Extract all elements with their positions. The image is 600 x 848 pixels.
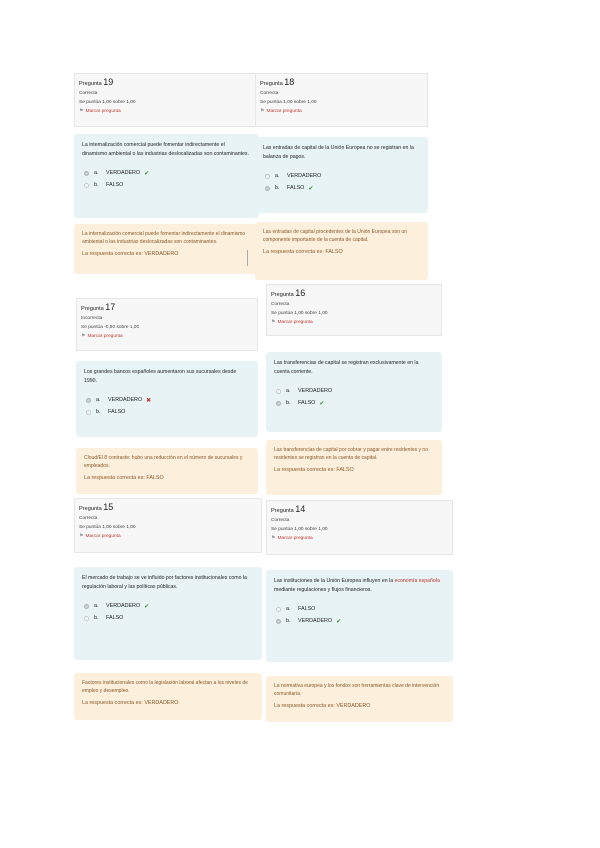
- flag-icon: ⚑: [271, 535, 276, 541]
- question-text: La internalización comercial puede fomentar indirectamente el dinamismo ambiental o las industrias deslocalizadas son contaminantes.: [82, 142, 249, 157]
- question-status: Incorrecta: [81, 316, 103, 321]
- question-title: Pregunta 17: [81, 302, 116, 312]
- option-a[interactable]: a. VERDADERO: [274, 385, 434, 397]
- question-title: Pregunta 18: [260, 77, 295, 87]
- scrollbar[interactable]: [247, 250, 248, 266]
- option-a[interactable]: a. FALSO: [274, 603, 445, 615]
- question-body: [74, 567, 262, 660]
- radio-button[interactable]: [265, 174, 270, 179]
- options-list: [274, 603, 445, 627]
- question-status: Correcta: [79, 516, 98, 521]
- question-body: [76, 361, 258, 437]
- question-text: El mercado de trabajo se ve influido por factores institucionales como la regulación laboral y las políticas públicas.: [82, 575, 247, 590]
- options-list: [274, 385, 434, 409]
- question-title: Pregunta 14: [271, 504, 306, 514]
- question-title: Pregunta 19: [79, 77, 114, 87]
- correct-answer: La respuesta correcta es: FALSO: [274, 467, 354, 474]
- cross-icon: ✖: [146, 397, 152, 404]
- feedback-box: [74, 224, 259, 274]
- feedback-box: [266, 440, 442, 495]
- option-b[interactable]: b. FALSO ✔: [274, 397, 434, 409]
- option-b[interactable]: b. FALSO ✔: [263, 182, 420, 194]
- question-16: [266, 284, 442, 495]
- radio-button[interactable]: [86, 398, 91, 403]
- flag-icon: ⚑: [79, 533, 84, 539]
- question-text: Los grandes bancos españoles aumentaron sus sucursales desde 1990.: [84, 369, 237, 384]
- correct-answer: La respuesta correcta es: VERDADERO: [274, 703, 371, 710]
- option-b[interactable]: b. VERDADERO ✔: [274, 615, 445, 627]
- question-19: [74, 73, 259, 274]
- options-list: [82, 600, 254, 624]
- question-info: [74, 498, 262, 553]
- question-body: [255, 137, 428, 213]
- question-info: [74, 73, 259, 127]
- flag-question-link[interactable]: ⚑ Marcar pregunta: [271, 535, 313, 541]
- option-b[interactable]: b. FALSO: [82, 179, 251, 191]
- question-info: [76, 298, 258, 351]
- question-status: Correcta: [79, 91, 98, 96]
- question-status: Correcta: [271, 518, 290, 523]
- option-a[interactable]: a. VERDADERO: [263, 170, 420, 182]
- question-score: Se puntúa 1,00 sobre 1,00: [79, 100, 136, 105]
- question-15: [74, 498, 262, 720]
- radio-button[interactable]: [276, 401, 281, 406]
- check-icon: ✔: [308, 185, 314, 192]
- correct-answer: La respuesta correcta es: VERDADERO: [82, 251, 179, 258]
- question-status: Correcta: [260, 91, 279, 96]
- flag-icon: ⚑: [81, 333, 86, 339]
- question-text: Las transferencias de capital se registran exclusivamente en la cuenta corriente.: [274, 360, 419, 375]
- question-score: Se puntúa 1,00 sobre 1,00: [79, 525, 136, 530]
- correct-answer: La respuesta correcta es: FALSO: [84, 475, 164, 482]
- option-b[interactable]: b. FALSO: [82, 612, 254, 624]
- highlighted-text: economía española: [394, 578, 440, 584]
- radio-button[interactable]: [84, 616, 89, 621]
- radio-button[interactable]: [276, 607, 281, 612]
- check-icon: ✔: [144, 170, 150, 177]
- option-a[interactable]: a. VERDADERO ✔: [82, 600, 254, 612]
- radio-button[interactable]: [84, 171, 89, 176]
- radio-button[interactable]: [265, 186, 270, 191]
- flag-question-link[interactable]: ⚑ Marcar pregunta: [271, 319, 313, 325]
- question-score: Se puntúa 1,00 sobre 1,00: [260, 100, 317, 105]
- feedback-box: [74, 673, 262, 720]
- radio-button[interactable]: [86, 410, 91, 415]
- feedback-text: Factores institucionales como la legislación laboral afectan a los niveles de empleo y desempleo.: [82, 680, 248, 695]
- question-body: [74, 134, 259, 218]
- flag-icon: ⚑: [271, 319, 276, 325]
- option-a[interactable]: a. VERDADERO ✔: [82, 167, 251, 179]
- question-info: [266, 284, 442, 336]
- question-text: Las entradas de capital de la Unión Europea no se registran en la balanza de pagos.: [263, 145, 414, 160]
- check-icon: ✔: [319, 400, 325, 407]
- question-text: Las instituciones de la Unión Europea influyen en la economía española mediante regulaciones y flujos financieros.: [274, 578, 440, 593]
- feedback-text: La normativa europea y los fondos son herramientas clave de intervención comunitaria.: [274, 683, 440, 698]
- question-score: Se puntúa 1,00 sobre 1,00: [271, 527, 328, 532]
- flag-question-link[interactable]: ⚑ Marcar pregunta: [79, 108, 121, 114]
- flag-question-link[interactable]: ⚑ Marcar pregunta: [260, 108, 302, 114]
- question-17: [76, 298, 258, 494]
- flag-question-link[interactable]: ⚑ Marcar pregunta: [81, 333, 123, 339]
- question-body: [266, 570, 453, 662]
- option-a[interactable]: a. VERDADERO ✖: [84, 394, 250, 406]
- flag-icon: ⚑: [79, 108, 84, 114]
- question-info: [266, 500, 453, 555]
- feedback-text: Las transferencias de capital por cobrar y pagar entre residentes y no residentes se registran en la cuenta de capital.: [274, 447, 428, 462]
- check-icon: ✔: [336, 618, 342, 625]
- correct-answer: La respuesta correcta es: FALSO: [263, 249, 343, 256]
- correct-answer: La respuesta correcta es: VERDADERO: [82, 700, 179, 707]
- options-list: [263, 170, 420, 194]
- check-icon: ✔: [144, 603, 150, 610]
- feedback-text: La internalización comercial puede fomentar indirectamente el dinamismo ambiental o las industrias deslocalizadas son contaminantes.: [82, 231, 246, 246]
- option-b[interactable]: b. FALSO: [84, 406, 250, 418]
- feedback-box: [255, 222, 428, 280]
- question-title: Pregunta 15: [79, 502, 114, 512]
- feedback-box: [76, 448, 258, 494]
- question-info: [255, 73, 428, 127]
- question-score: Se puntúa 1,00 sobre 1,00: [271, 311, 328, 316]
- feedback-text: Cloud/El 8 contraste: hubo una reducción en el número de sucursales y empleados.: [84, 455, 243, 470]
- options-list: [82, 167, 251, 191]
- question-body: [266, 352, 442, 432]
- flag-question-link[interactable]: ⚑ Marcar pregunta: [79, 533, 121, 539]
- question-score: Se puntúa -0,50 sobre 1,00: [81, 325, 140, 330]
- flag-icon: ⚑: [260, 108, 265, 114]
- question-title: Pregunta 16: [271, 288, 306, 298]
- question-status: Correcta: [271, 302, 290, 307]
- radio-button[interactable]: [84, 604, 89, 609]
- feedback-text: Las entradas de capital procedentes de la Unión Europea son un componente importante de la cuenta de capital.: [263, 229, 407, 244]
- radio-button[interactable]: [84, 183, 89, 188]
- question-18: [255, 73, 428, 280]
- radio-button[interactable]: [276, 619, 281, 624]
- feedback-box: [266, 676, 453, 722]
- radio-button[interactable]: [276, 389, 281, 394]
- question-14: [266, 500, 453, 722]
- options-list: [84, 394, 250, 418]
